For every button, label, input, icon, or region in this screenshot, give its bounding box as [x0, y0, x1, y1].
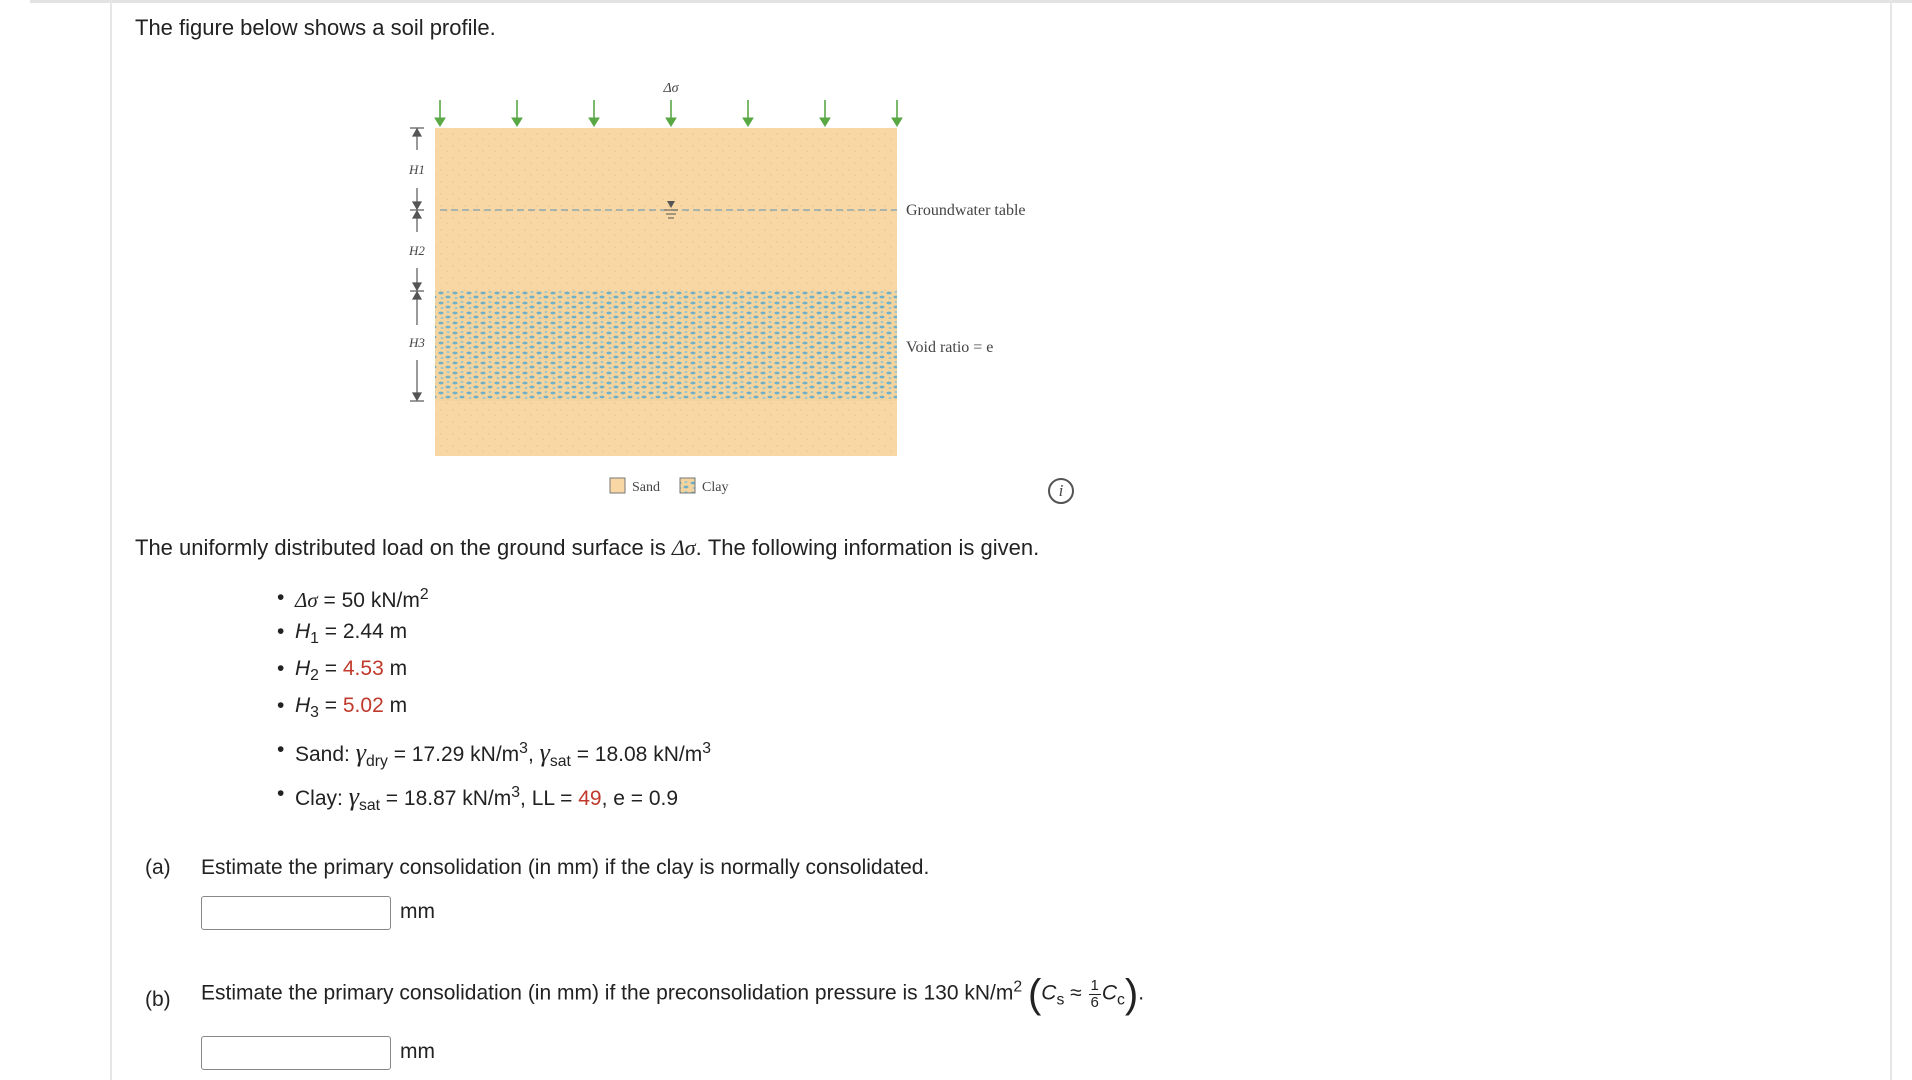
soil-profile-figure: [270, 70, 1026, 510]
h1-label: H1: [409, 162, 425, 177]
part-b-label: (b): [145, 988, 171, 1011]
clay-layer: [435, 291, 897, 401]
given-clay: • Clay: $\gamma_{sat} = 18.87$ $kN/m^3$, LL = 49, e = 0.9: [277, 782, 711, 822]
given-list: [277, 586, 711, 822]
given-h3: • $H_3 = 5.02$ m: [277, 694, 711, 738]
left-divider: [110, 0, 112, 1080]
part-b-question: Estimate the primary consolidation (in mm) if the preconsolidation pressure is 130 $kN/m^2$ ($C_s$ ≈ $\frac{1}{6}$ $C_c$).: [201, 972, 1145, 1016]
sand-layer-bottom: [435, 401, 897, 456]
question-content: [135, 0, 1875, 1080]
given-h2: • $H_2 = 4.53$ m: [277, 657, 711, 694]
load-sentence-suffix: . The following information is given.: [695, 535, 1040, 560]
right-divider: [1890, 0, 1892, 1080]
load-sentence-prefix: The uniformly distributed load on the ground surface is: [135, 535, 672, 560]
part-a-answer-input[interactable]: [201, 896, 391, 930]
load-symbol: Δσ: [671, 535, 696, 560]
legend-clay-swatch: [680, 478, 695, 493]
load-sentence: [135, 534, 1039, 562]
part-a-label: (a): [145, 856, 171, 879]
load-arrows: [435, 100, 902, 126]
h2-label: H2: [409, 243, 425, 258]
legend-sand-label: Sand: [632, 480, 660, 495]
info-icon[interactable]: i: [1048, 478, 1074, 504]
h3-label: H3: [409, 335, 425, 350]
part-a-unit: mm: [400, 900, 435, 923]
intro-text: The figure below shows a soil profile.: [135, 15, 496, 40]
part-a-question: Estimate the primary consolidation (in mm) if the clay is normally consolidated.: [201, 856, 930, 879]
load-label: Δσ: [663, 81, 679, 96]
groundwater-table-label: Groundwater table: [906, 202, 1026, 219]
given-h1: • $H_1 = 2.44$ m: [277, 620, 711, 657]
one-sixth-fraction: $\frac{1}{6}$: [1090, 976, 1099, 1011]
legend-sand-swatch: [610, 478, 625, 493]
given-sand: • Sand: $\gamma_{dry} = 17.29$ $kN/m^3$, $\gamma_{sat} = 18.08$ $kN/m^3$: [277, 738, 711, 782]
given-delta-sigma: • Δσ = 50 $kN/m^2$: [277, 586, 711, 620]
part-b-unit: mm: [400, 1040, 435, 1063]
legend-clay-label: Clay: [702, 480, 729, 495]
void-ratio-label: Void ratio = e: [906, 339, 994, 356]
part-b-answer-input[interactable]: [201, 1036, 391, 1070]
